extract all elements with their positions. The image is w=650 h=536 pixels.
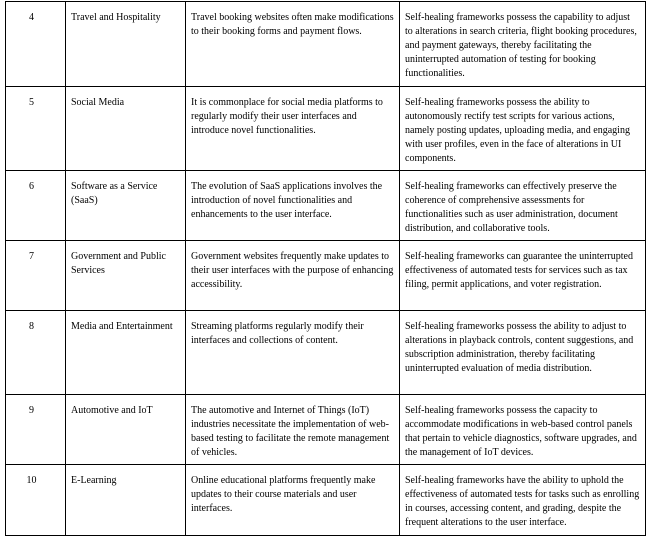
solution-cell: Self-healing frameworks possess the ability to adjust to alterations in playback controls, content suggestions, and subscription administration, thereby facilitating uninterrupted evaluation of media distribution.	[400, 311, 646, 395]
challenge-cell: The automotive and Internet of Things (IoT) industries necessitate the implementation of web-based testing to facilitate the remote management of vehicles.	[186, 395, 400, 465]
challenge-cell: It is commonplace for social media platforms to regularly modify their user interfaces and introduce novel functionalities.	[186, 87, 400, 171]
solution-cell: Self-healing frameworks can effectively preserve the coherence of comprehensive assessments for functionalities such as user administration, document distribution, and collaborative tools.	[400, 171, 646, 241]
solution-cell: Self-healing frameworks possess the capacity to accommodate modifications in web-based control panels that pertain to vehicle diagnostics, software upgrades, and the management of IoT devices.	[400, 395, 646, 465]
table-row	[6, 311, 646, 395]
row-number: 7	[6, 241, 66, 311]
challenge-cell: Streaming platforms regularly modify their interfaces and collections of content.	[186, 311, 400, 395]
table-row	[6, 465, 646, 536]
solution-cell: Self-healing frameworks have the ability to uphold the effectiveness of automated tests for tasks such as enrolling in courses, accessing content, and grading, despite the frequent alterations to the user interface.	[400, 465, 646, 536]
domain-cell: E-Learning	[66, 465, 186, 536]
domain-cell: Social Media	[66, 87, 186, 171]
table-row	[6, 171, 646, 241]
table-row	[6, 87, 646, 171]
domain-cell: Government and Public Services	[66, 241, 186, 311]
solution-cell: Self-healing frameworks can guarantee the uninterrupted effectiveness of automated tests for services such as tax filing, permit applications, and voter registration.	[400, 241, 646, 311]
row-number: 8	[6, 311, 66, 395]
challenge-cell: Travel booking websites often make modifications to their booking forms and payment flows.	[186, 2, 400, 87]
row-number: 10	[6, 465, 66, 536]
table-row	[6, 395, 646, 465]
row-number: 6	[6, 171, 66, 241]
solution-cell: Self-healing frameworks possess the capability to adjust to alterations in search criteria, flight booking procedures, and payment gateways, thereby facilitating the uninterrupted automation of testing for booking functionalities.	[400, 2, 646, 87]
table-row	[6, 2, 646, 87]
domain-cell: Automotive and IoT	[66, 395, 186, 465]
table-row	[6, 241, 646, 311]
use-case-table	[5, 1, 646, 536]
row-number: 5	[6, 87, 66, 171]
challenge-cell: Government websites frequently make updates to their user interfaces with the purpose of enhancing accessibility.	[186, 241, 400, 311]
domain-cell: Travel and Hospitality	[66, 2, 186, 87]
domain-cell: Software as a Service (SaaS)	[66, 171, 186, 241]
row-number: 4	[6, 2, 66, 87]
challenge-cell: The evolution of SaaS applications involves the introduction of novel functionalities and enhancements to the user interface.	[186, 171, 400, 241]
row-number: 9	[6, 395, 66, 465]
challenge-cell: Online educational platforms frequently make updates to their course materials and user interfaces.	[186, 465, 400, 536]
domain-cell: Media and Entertainment	[66, 311, 186, 395]
solution-cell: Self-healing frameworks possess the ability to autonomously rectify test scripts for various actions, namely posting updates, uploading media, and engaging with user profiles, even in the face of alterations in UI components.	[400, 87, 646, 171]
